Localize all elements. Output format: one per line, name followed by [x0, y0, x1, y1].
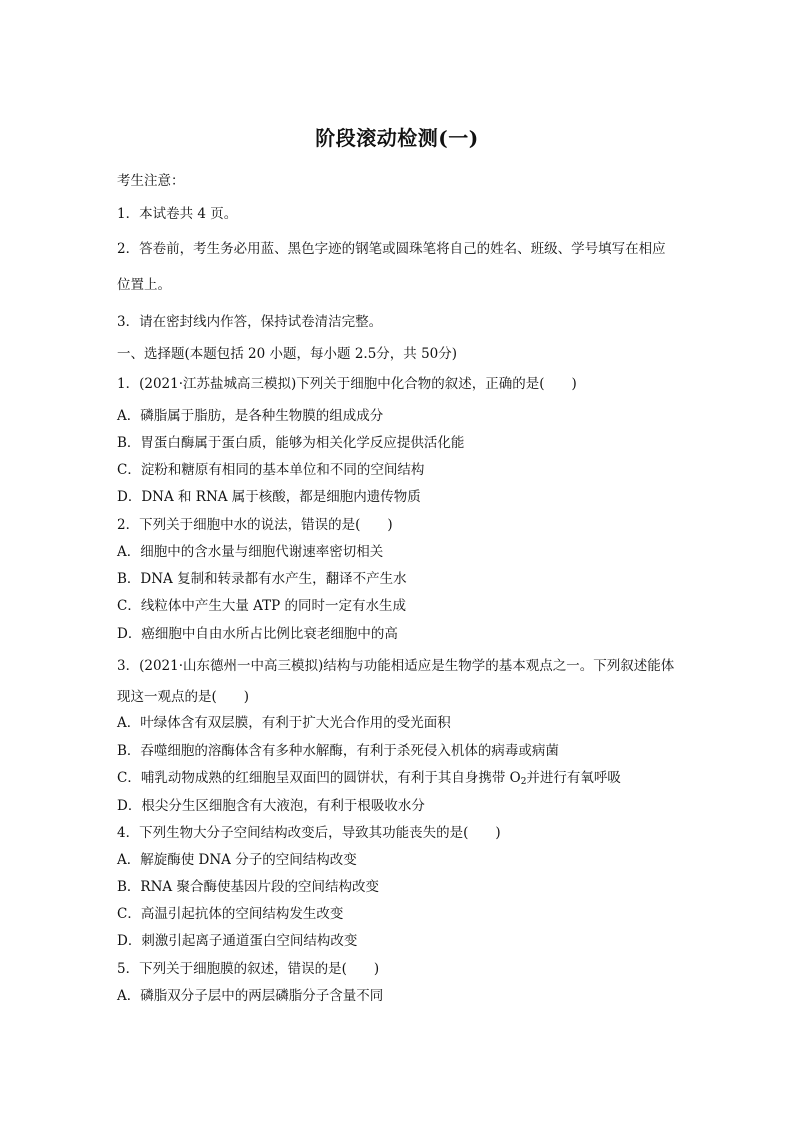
question-3-stem: 3．(2021·山东德州一中高三模拟)结构与功能相适应是生物学的基本观点之一。下列叙述能体: [117, 658, 675, 674]
section-heading: 一、选择题(本题包括 20 小题，每小题 2.5分，共 50分): [117, 346, 458, 362]
question-3-option-b: B．吞噬细胞的溶酶体含有多种水解酶，有利于杀死侵入机体的病毒或病菌: [117, 743, 559, 759]
page-title: 阶段滚动检测(一): [315, 126, 479, 150]
question-2-option-b: B．DNA 复制和转录都有水产生，翻译不产生水: [117, 571, 407, 587]
question-5-stem: 5．下列关于细胞膜的叙述，错误的是( ): [117, 961, 380, 977]
question-2-option-c: C．线粒体中产生大量 ATP 的同时一定有水生成: [117, 598, 407, 614]
notice-item-3: 3．请在密封线内作答，保持试卷清洁完整。: [117, 314, 383, 330]
question-3-option-d: D．根尖分生区细胞含有大液泡，有利于根吸收水分: [117, 798, 425, 814]
question-3-stem-continued: 现这一观点的是( ): [117, 689, 250, 705]
question-4-option-c: C．高温引起抗体的空间结构发生改变: [117, 906, 344, 922]
question-1-stem: 1．(2021·江苏盐城高三模拟)下列关于细胞中化合物的叙述，正确的是( ): [117, 376, 577, 392]
question-1-option-b: B．胃蛋白酶属于蛋白质，能够为相关化学反应提供活化能: [117, 435, 465, 451]
question-1-option-d: D．DNA 和 RNA 属于核酸，都是细胞内遗传物质: [117, 489, 421, 505]
question-4-stem: 4．下列生物大分子空间结构改变后，导致其功能丧失的是( ): [117, 825, 501, 841]
question-3-option-c-tail: 并进行有氧呼吸: [526, 770, 621, 786]
notice-item-1: 1．本试卷共 4 页。: [117, 206, 238, 222]
notice-item-2: 2．答卷前，考生务必用蓝、黑色字迹的钢笔或圆珠笔将自己的姓名、班级、学号填写在相应: [117, 241, 666, 257]
question-3-option-c: [117, 769, 717, 791]
subscript-2: 2: [520, 777, 527, 787]
question-1-option-a: A．磷脂属于脂肪，是各种生物膜的组成成分: [117, 408, 384, 424]
question-3-option-c-text: C．哺乳动物成熟的红细胞呈双面凹的圆饼状，有利于其自身携带 O: [117, 770, 521, 786]
question-4-option-d: D．刺激引起离子通道蛋白空间结构改变: [117, 933, 358, 949]
notice-heading: 考生注意：: [117, 173, 185, 189]
question-4-option-a: A．解旋酶使 DNA 分子的空间结构改变: [117, 852, 357, 868]
notice-item-2-continued: 位置上。: [117, 277, 171, 293]
question-2-stem: 2．下列关于细胞中水的说法，错误的是( ): [117, 517, 393, 533]
question-2-option-d: D．癌细胞中自由水所占比例比衰老细胞中的高: [117, 626, 398, 642]
question-2-option-a: A．细胞中的含水量与细胞代谢速率密切相关: [117, 544, 384, 560]
question-4-option-b: B．RNA 聚合酶使基因片段的空间结构改变: [117, 879, 379, 895]
question-1-option-c: C．淀粉和糖原有相同的基本单位和不同的空间结构: [117, 462, 425, 478]
question-3-option-a: A．叶绿体含有双层膜，有利于扩大光合作用的受光面积: [117, 715, 451, 731]
question-5-option-a: A．磷脂双分子层中的两层磷脂分子含量不同: [117, 988, 384, 1004]
